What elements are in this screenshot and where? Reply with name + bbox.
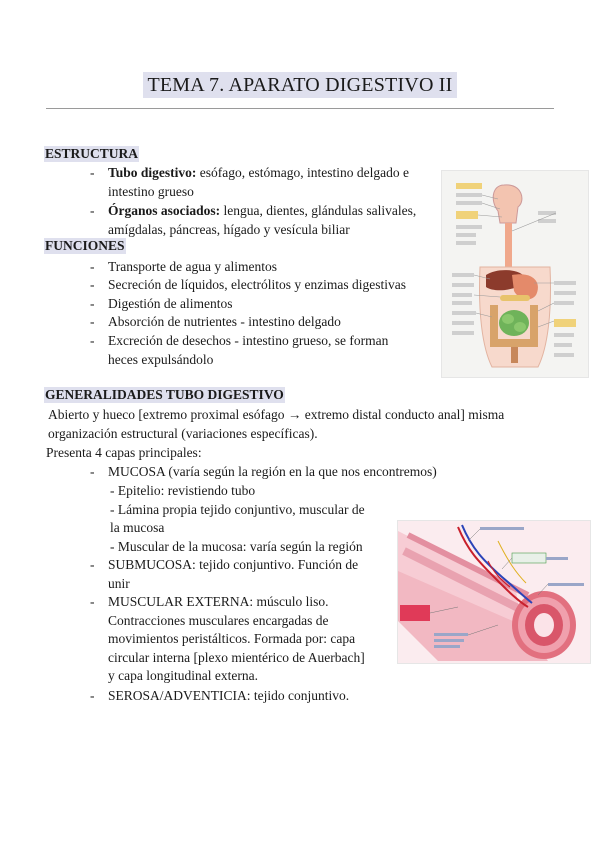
list-item-funcion: - Excreción de desechos - intestino grueso, se forman heces expulsándolo xyxy=(90,333,389,367)
list-item-funcion: - Absorción de nutrientes - intestino delgado xyxy=(90,314,341,329)
list-item-tubo-digestivo: - Tubo digestivo: esófago, estómago, intestino delgado e intestino grueso xyxy=(90,165,409,199)
list-item-submucosa: - SUBMUCOSA: tejido conjuntivo. Función de unir xyxy=(90,557,359,591)
heading-generalidades: GENERALIDADES TUBO DIGESTIVO xyxy=(45,387,284,402)
heading-estructura: ESTRUCTURA xyxy=(45,146,139,161)
capas-intro: Presenta 4 capas principales: xyxy=(46,445,202,460)
list-item-funcion: - Digestión de alimentos xyxy=(90,296,233,311)
list-item-muscular-externa: - MUSCULAR EXTERNA: músculo liso. Contracciones musculares encargadas de movimientos peristálticos. Formada por: capa circular interna [plexo mientérico de Auerbach] y capa longitudinal externa. xyxy=(90,594,365,683)
mucosa-sublist: - Epitelio: revistiendo tubo - Lámina propia tejido conjuntivo, muscular de la mucosa - Muscular de la mucosa: varía según la región xyxy=(110,483,365,554)
page-title: TEMA 7. APARATO DIGESTIVO II xyxy=(0,74,600,97)
title-rule xyxy=(46,108,554,109)
intestinal-wall-figure xyxy=(397,520,591,664)
list-item-organos-asociados: - Órganos asociados: lengua, dientes, glándulas salivales, amígdalas, páncreas, hígado y vesícula biliar xyxy=(90,203,417,237)
list-item-serosa: - SEROSA/ADVENTICIA: tejido conjuntivo. xyxy=(90,688,350,703)
list-item-mucosa: - MUCOSA (varía según la región en la que nos encontremos) xyxy=(90,464,437,479)
intestinal-wall-illustration xyxy=(398,521,590,663)
list-item-funcion: - Secreción de líquidos, electrólitos y enzimas digestivas xyxy=(90,277,407,292)
digestive-system-illustration xyxy=(442,171,588,377)
digestive-system-figure xyxy=(441,170,589,378)
list-item-funcion: - Transporte de agua y alimentos xyxy=(90,259,277,274)
heading-funciones: FUNCIONES xyxy=(45,238,125,253)
intro-text: Abierto y hueco [extremo proximal esófago → extremo distal conducto anal] misma organización estructural (variaciones específicas). xyxy=(48,407,505,441)
